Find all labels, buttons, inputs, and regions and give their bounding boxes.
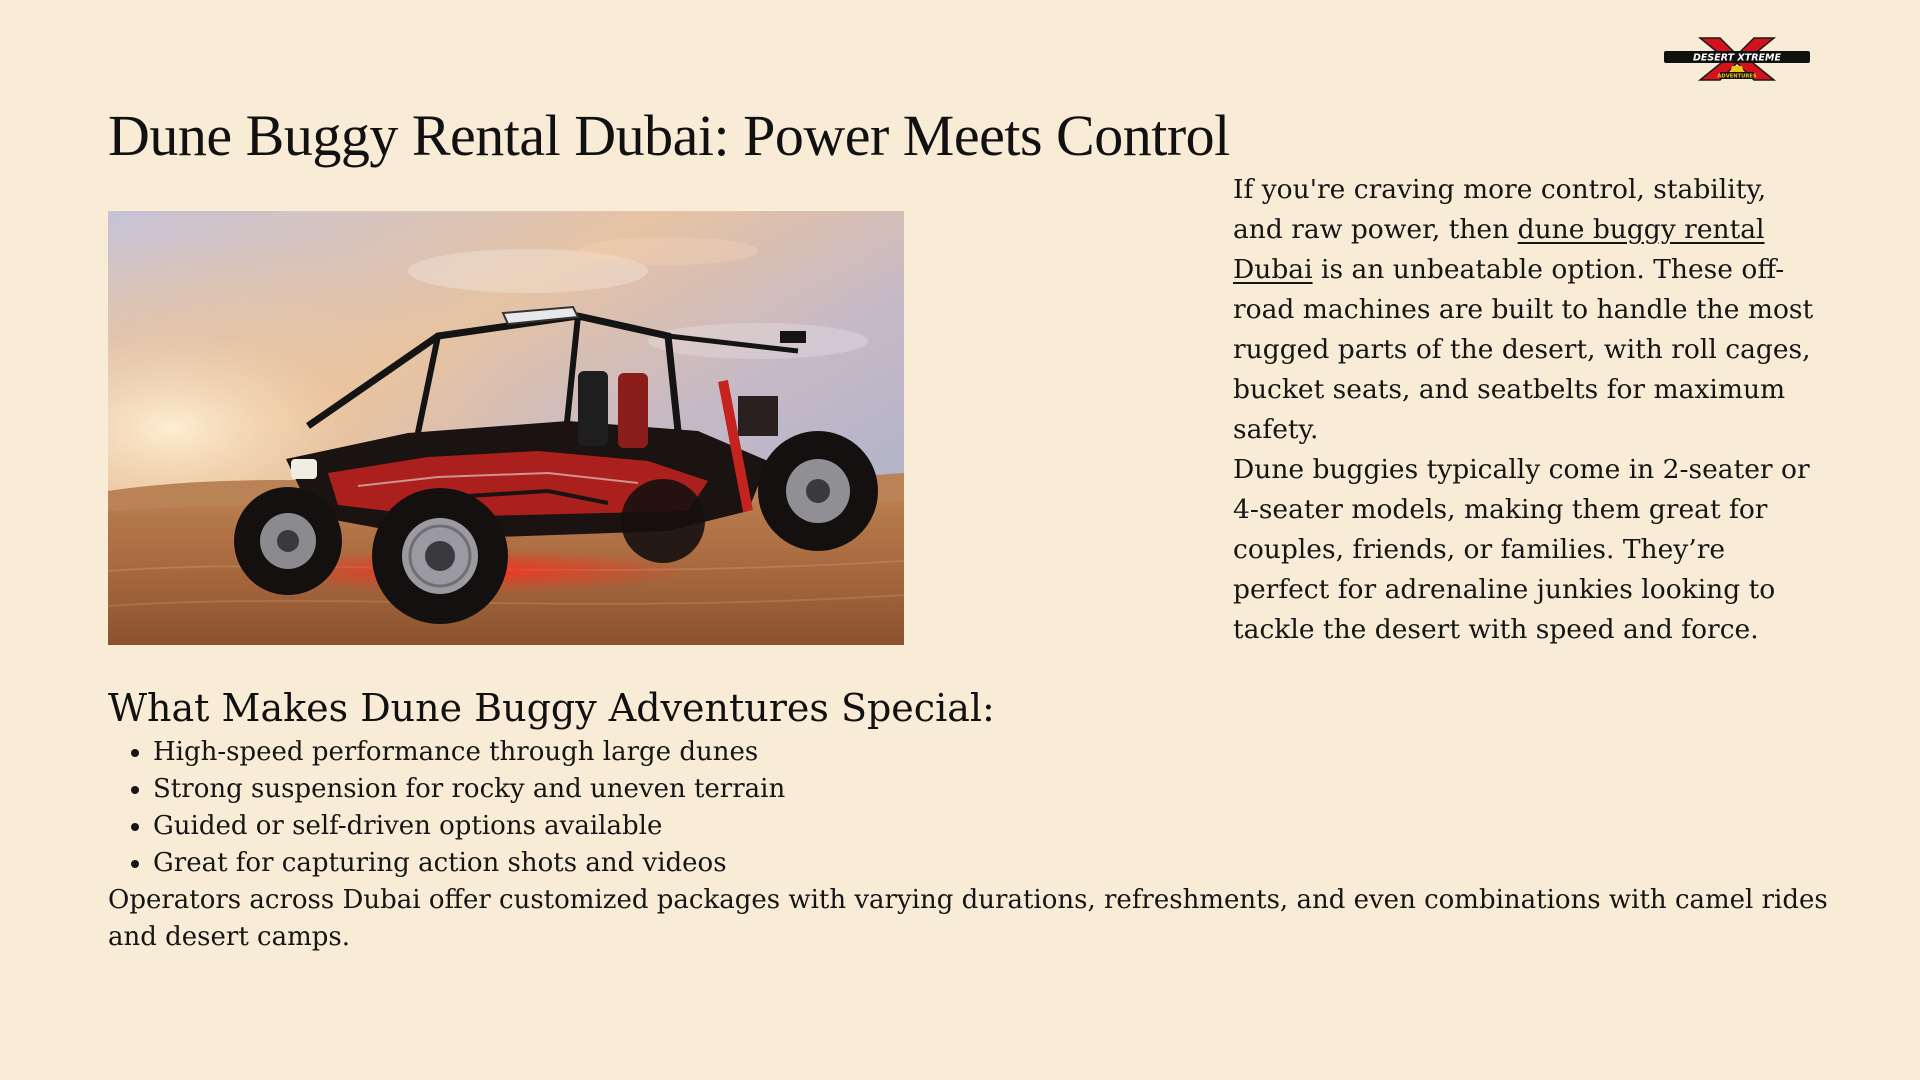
closing-paragraph: Operators across Dubai offer customized packages with varying durations, refreshments, and even combinations with camel rides and desert camps.	[108, 885, 1828, 952]
intro-paragraph-1	[1233, 170, 1823, 450]
list-item: • High-speed performance through large dunes	[153, 734, 785, 771]
features-heading: What Makes Dune Buggy Adventures Special:	[108, 686, 995, 730]
svg-text:DESERT XTREME: DESERT XTREME	[1693, 52, 1781, 64]
svg-text:ADVENTURES: ADVENTURES	[1717, 73, 1757, 80]
desert-xtreme-logo[interactable]	[1662, 36, 1812, 82]
intro-p1-before-link: If you're craving more control, stability, and raw power, then	[1233, 174, 1767, 245]
intro-p1-after-link: is an unbeatable option. These off-road machines are built to handle the most rugged parts of the desert, with roll cages, bucket seats, and seatbelts for maximum safety.	[1233, 254, 1814, 445]
list-item: • Guided or self-driven options available	[153, 808, 785, 845]
intro-text	[1233, 170, 1823, 650]
features-list	[108, 734, 785, 882]
dune-buggy-rental-link[interactable]: dune buggy rental Dubai	[1233, 214, 1765, 285]
list-item: • Great for capturing action shots and videos	[153, 845, 785, 882]
list-item: • Strong suspension for rocky and uneven terrain	[153, 771, 785, 808]
intro-paragraph-2: Dune buggies typically come in 2-seater or 4-seater models, making them great for couples, friends, or families. They’re perfect for adrenaline junkies looking to tackle the desert with speed and force.	[1233, 454, 1810, 645]
page-title: Dune Buggy Rental Dubai: Power Meets Control	[108, 103, 1230, 168]
dune-buggy-photo	[108, 211, 904, 645]
